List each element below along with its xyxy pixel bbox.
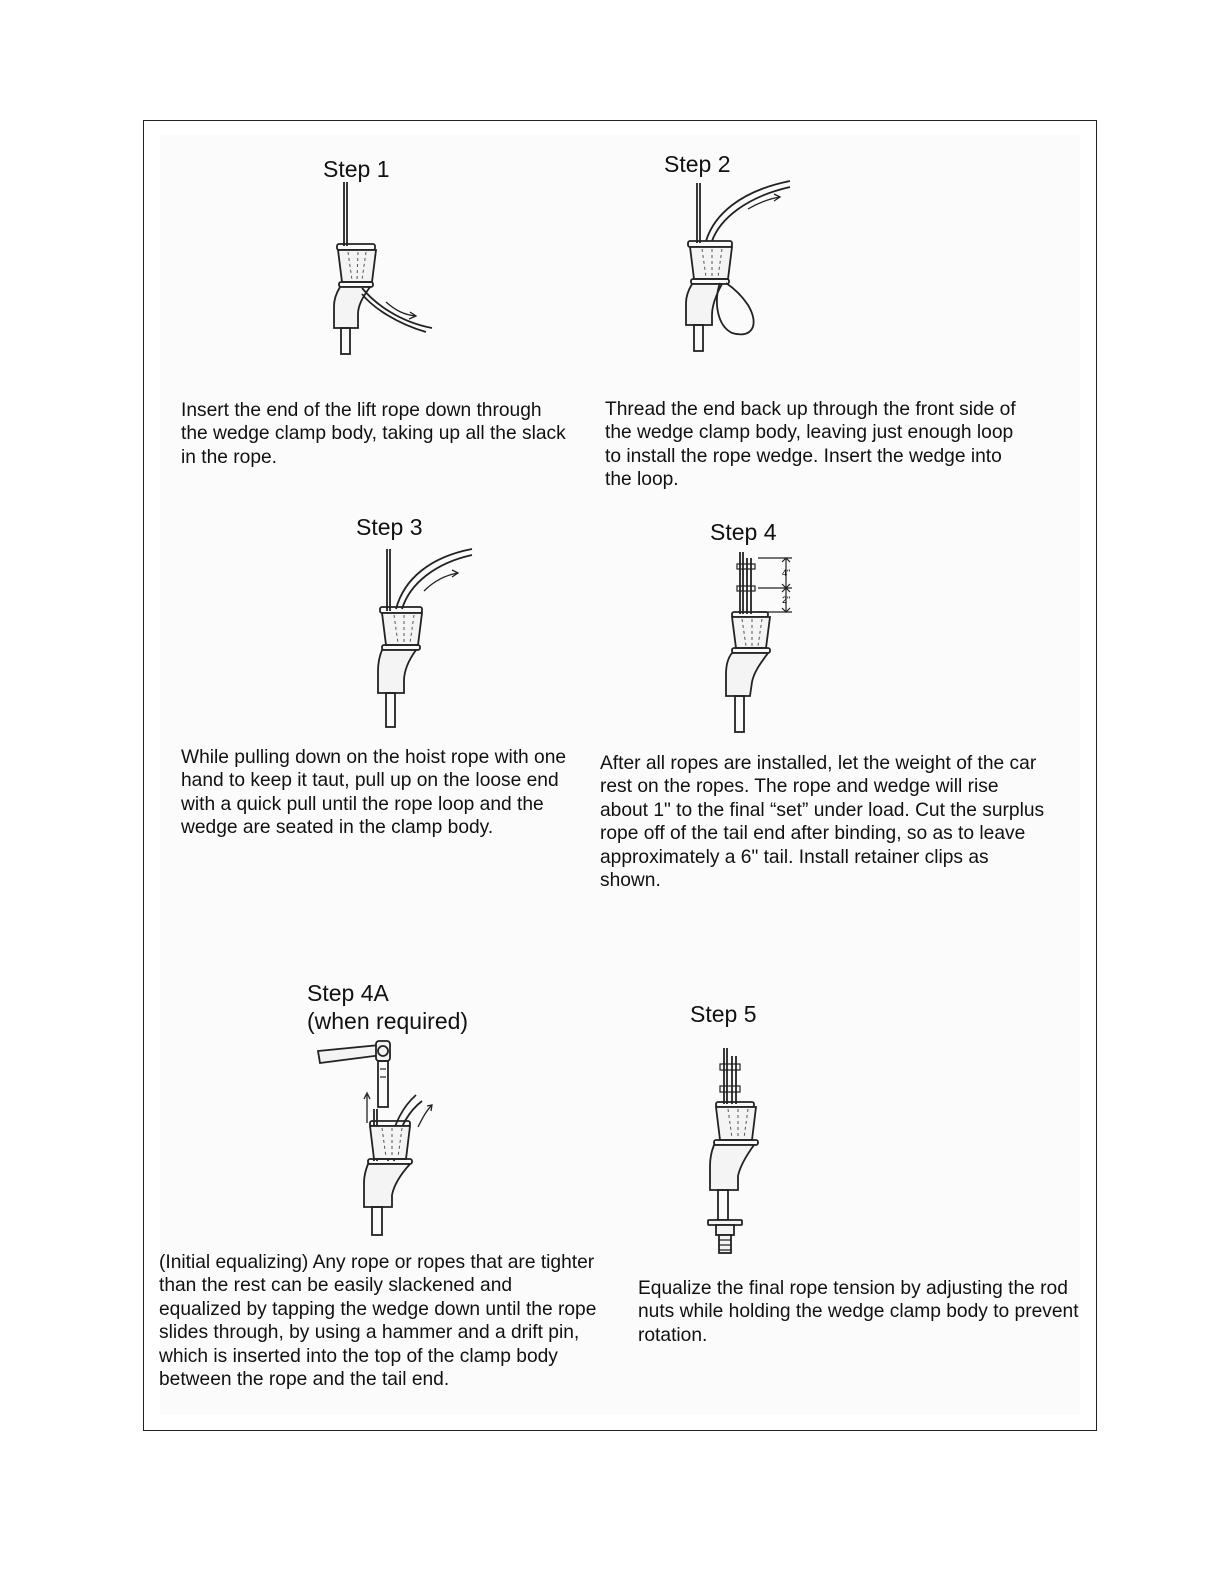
step-3-title: Step 3 xyxy=(356,514,423,540)
step-3-illustration xyxy=(360,545,490,735)
rod-nut-icon xyxy=(716,1225,734,1235)
step-1-illustration xyxy=(300,180,450,365)
step-4-caption: After all ropes are installed, let the weight of the car rest on the ropes. The rope and wedge will rise about 1" to the final “set” under load. Cut the surplus rope off of the tail end after binding, so as to leave approximately a 6" tail. Install retainer clips as shown. xyxy=(600,753,1045,892)
step-5-illustration xyxy=(690,1040,790,1265)
step-3-caption: While pulling down on the hoist rope with one hand to keep it taut, pull up on the loose end with a quick pull until the rope loop and the wedge are seated in the clamp body. xyxy=(181,747,567,839)
step-2-caption: Thread the end back up through the front side of the wedge clamp body, leaving just enough loop to install the rope wedge. Insert the wedge into the loop. xyxy=(605,399,1016,491)
step-5-caption: Equalize the final rope tension by adjusting the rod nuts while holding the wedge clamp body to prevent rotation. xyxy=(638,1278,1079,1346)
dimension-label-2in: 2" xyxy=(782,595,791,605)
step-5-title: Step 5 xyxy=(690,1001,757,1027)
dimension-label-4in: 4" xyxy=(782,568,791,578)
step-4a-subtitle: (when required) xyxy=(307,1008,469,1034)
drift-pin-icon xyxy=(378,1061,388,1107)
step-1-title: Step 1 xyxy=(323,156,390,182)
hammer-handle-icon xyxy=(318,1045,382,1063)
step-4a-title: Step 4A xyxy=(307,980,389,1006)
step-2-title: Step 2 xyxy=(664,151,731,177)
step-4a-illustration xyxy=(310,1035,450,1245)
step-4a-caption: (Initial equalizing) Any rope or ropes that are tighter than the rest can be easily slackened and equalized by tapping the wedge down until the rope slides through, by using a hammer and a drift pin, which is inserted into the top of the clamp body between the rope and the tail end. xyxy=(159,1252,597,1391)
step-1-caption: Insert the end of the lift rope down through the wedge clamp body, taking up all the slack in the rope. xyxy=(181,400,566,468)
step-2-illustration xyxy=(670,175,800,360)
step-4-title: Step 4 xyxy=(710,519,777,545)
step-4-illustration xyxy=(710,548,820,738)
